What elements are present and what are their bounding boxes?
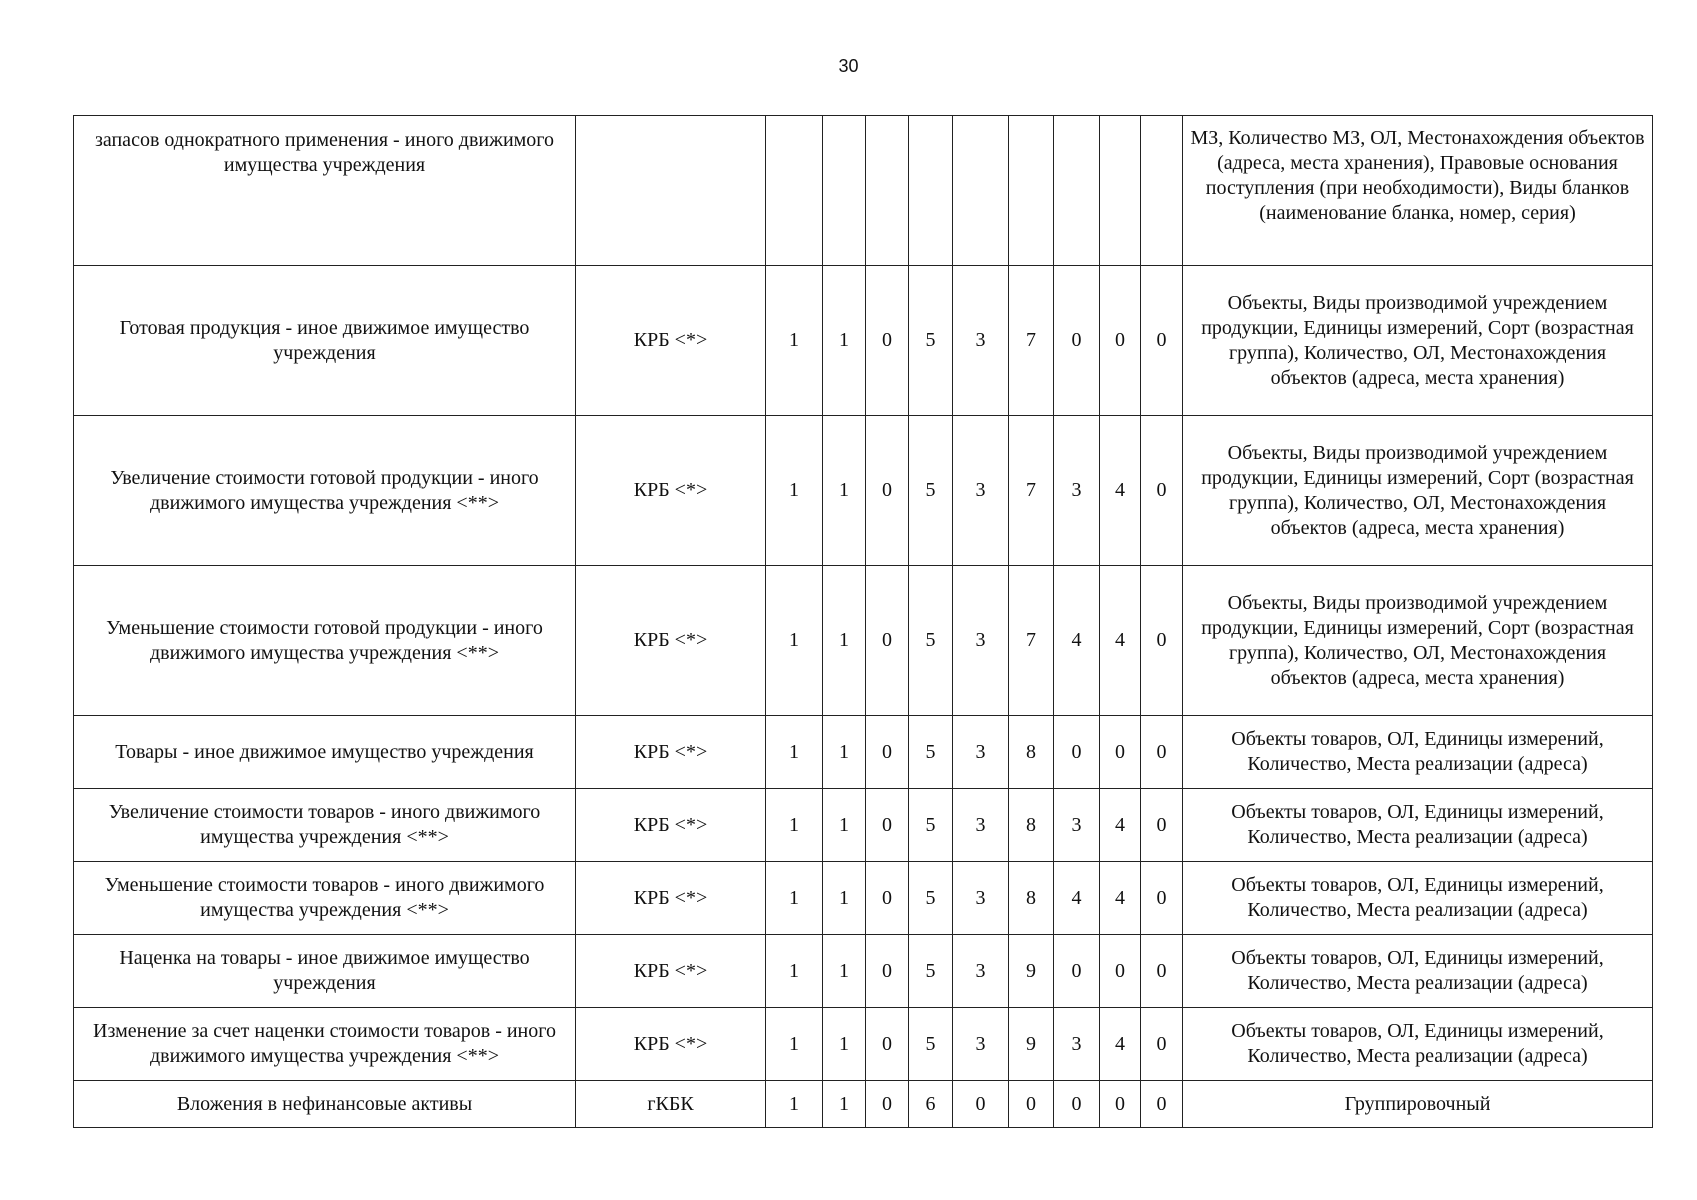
code-digit-cell: 1 — [766, 566, 823, 716]
analytics-description-cell: МЗ, Количество МЗ, ОЛ, Местонахождения объектов (адреса, места хранения), Правовые основания поступления (при необходимости), Виды бланков (наименование бланка, номер, серия) — [1183, 116, 1653, 266]
code-digit-cell: 1 — [823, 716, 866, 789]
code-digit-cell: 0 — [953, 1081, 1009, 1128]
analytics-description-cell: Объекты, Виды производимой учреждением продукции, Единицы измерений, Сорт (возрастная группа), Количество, ОЛ, Местонахождения объектов (адреса, места хранения) — [1183, 266, 1653, 416]
code-digit-cell — [953, 116, 1009, 266]
code-digit-cell: 0 — [1009, 1081, 1054, 1128]
code-digit-cell: 4 — [1100, 789, 1141, 862]
code-digit-cell: 0 — [1100, 935, 1141, 1008]
code-digit-cell: 0 — [866, 716, 909, 789]
code-digit-cell: 3 — [953, 935, 1009, 1008]
code-digit-cell: 0 — [1054, 716, 1100, 789]
code-digit-cell: 3 — [1054, 416, 1100, 566]
code-digit-cell: 6 — [909, 1081, 953, 1128]
code-digit-cell: 0 — [1141, 862, 1183, 935]
table-row — [74, 716, 1653, 789]
code-digit-cell: 5 — [909, 566, 953, 716]
analytics-description-cell: Объекты товаров, ОЛ, Единицы измерений, Количество, Места реализации (адреса) — [1183, 716, 1653, 789]
code-digit-cell: 0 — [1054, 935, 1100, 1008]
code-digit-cell: 3 — [953, 862, 1009, 935]
code-digit-cell: 0 — [1141, 789, 1183, 862]
code-digit-cell: 1 — [766, 716, 823, 789]
code-digit-cell: 0 — [866, 862, 909, 935]
code-digit-cell — [866, 116, 909, 266]
account-type-cell: КРБ <*> — [576, 935, 766, 1008]
table-row — [74, 862, 1653, 935]
code-digit-cell: 4 — [1100, 566, 1141, 716]
table-row — [74, 935, 1653, 1008]
analytics-description-cell: Объекты товаров, ОЛ, Единицы измерений, Количество, Места реализации (адреса) — [1183, 1008, 1653, 1081]
code-digit-cell — [766, 116, 823, 266]
code-digit-cell — [823, 116, 866, 266]
account-name-cell: Уменьшение стоимости готовой продукции - иного движимого имущества учреждения <**> — [74, 566, 576, 716]
table-row — [74, 566, 1653, 716]
code-digit-cell: 0 — [1141, 935, 1183, 1008]
account-name-cell: Наценка на товары - иное движимое имущество учреждения — [74, 935, 576, 1008]
code-digit-cell: 4 — [1054, 566, 1100, 716]
code-digit-cell: 0 — [1100, 1081, 1141, 1128]
account-name-cell: Изменение за счет наценки стоимости товаров - иного движимого имущества учреждения <**> — [74, 1008, 576, 1081]
account-type-cell: КРБ <*> — [576, 416, 766, 566]
code-digit-cell — [1009, 116, 1054, 266]
code-digit-cell: 8 — [1009, 789, 1054, 862]
code-digit-cell: 0 — [866, 1081, 909, 1128]
analytics-description-cell: Объекты товаров, ОЛ, Единицы измерений, Количество, Места реализации (адреса) — [1183, 935, 1653, 1008]
account-type-cell: КРБ <*> — [576, 789, 766, 862]
table-row — [74, 789, 1653, 862]
code-digit-cell: 0 — [1100, 716, 1141, 789]
code-digit-cell: 0 — [866, 416, 909, 566]
code-digit-cell: 0 — [1100, 266, 1141, 416]
code-digit-cell: 1 — [766, 416, 823, 566]
code-digit-cell: 4 — [1100, 1008, 1141, 1081]
table-row — [74, 416, 1653, 566]
code-digit-cell: 5 — [909, 716, 953, 789]
account-name-cell: Увеличение стоимости готовой продукции - иного движимого имущества учреждения <**> — [74, 416, 576, 566]
code-digit-cell: 0 — [1141, 266, 1183, 416]
code-digit-cell: 3 — [1054, 1008, 1100, 1081]
code-digit-cell: 0 — [1141, 566, 1183, 716]
code-digit-cell: 1 — [766, 789, 823, 862]
table-row — [74, 1081, 1653, 1128]
code-digit-cell: 4 — [1100, 416, 1141, 566]
code-digit-cell: 9 — [1009, 1008, 1054, 1081]
code-digit-cell: 5 — [909, 789, 953, 862]
code-digit-cell: 1 — [823, 935, 866, 1008]
account-name-cell: запасов однократного применения - иного движимого имущества учреждения — [74, 116, 576, 266]
account-type-cell: КРБ <*> — [576, 716, 766, 789]
code-digit-cell: 5 — [909, 862, 953, 935]
account-type-cell: КРБ <*> — [576, 1008, 766, 1081]
analytics-description-cell: Объекты, Виды производимой учреждением продукции, Единицы измерений, Сорт (возрастная группа), Количество, ОЛ, Местонахождения объектов (адреса, места хранения) — [1183, 566, 1653, 716]
code-digit-cell: 0 — [1054, 1081, 1100, 1128]
code-digit-cell: 0 — [1141, 1008, 1183, 1081]
table-row — [74, 1008, 1653, 1081]
code-digit-cell: 0 — [1141, 416, 1183, 566]
account-name-cell: Готовая продукция - иное движимое имущество учреждения — [74, 266, 576, 416]
code-digit-cell: 1 — [823, 266, 866, 416]
account-type-cell: КРБ <*> — [576, 566, 766, 716]
code-digit-cell: 1 — [823, 416, 866, 566]
code-digit-cell: 0 — [1141, 1081, 1183, 1128]
code-digit-cell: 0 — [866, 266, 909, 416]
code-digit-cell: 1 — [823, 1008, 866, 1081]
code-digit-cell: 1 — [766, 1008, 823, 1081]
code-digit-cell: 0 — [866, 1008, 909, 1081]
code-digit-cell: 1 — [766, 1081, 823, 1128]
code-digit-cell: 4 — [1054, 862, 1100, 935]
code-digit-cell: 1 — [766, 862, 823, 935]
code-digit-cell: 3 — [1054, 789, 1100, 862]
code-digit-cell: 7 — [1009, 266, 1054, 416]
table-row — [74, 116, 1653, 266]
code-digit-cell: 0 — [866, 935, 909, 1008]
code-digit-cell: 7 — [1009, 566, 1054, 716]
code-digit-cell — [1100, 116, 1141, 266]
account-type-cell: гКБК — [576, 1081, 766, 1128]
code-digit-cell: 0 — [866, 789, 909, 862]
account-name-cell: Товары - иное движимое имущество учреждения — [74, 716, 576, 789]
code-digit-cell: 3 — [953, 716, 1009, 789]
code-digit-cell: 1 — [766, 266, 823, 416]
code-digit-cell: 8 — [1009, 862, 1054, 935]
code-digit-cell: 3 — [953, 566, 1009, 716]
code-digit-cell: 0 — [866, 566, 909, 716]
code-digit-cell: 0 — [1054, 266, 1100, 416]
code-digit-cell: 1 — [823, 862, 866, 935]
code-digit-cell: 1 — [823, 566, 866, 716]
accounts-table — [73, 115, 1653, 1128]
code-digit-cell: 1 — [766, 935, 823, 1008]
code-digit-cell: 3 — [953, 789, 1009, 862]
account-type-cell: КРБ <*> — [576, 862, 766, 935]
code-digit-cell: 3 — [953, 1008, 1009, 1081]
account-type-cell — [576, 116, 766, 266]
code-digit-cell: 1 — [823, 789, 866, 862]
code-digit-cell: 5 — [909, 935, 953, 1008]
account-name-cell: Уменьшение стоимости товаров - иного движимого имущества учреждения <**> — [74, 862, 576, 935]
code-digit-cell: 7 — [1009, 416, 1054, 566]
table-row — [74, 266, 1653, 416]
code-digit-cell: 3 — [953, 266, 1009, 416]
code-digit-cell: 5 — [909, 416, 953, 566]
code-digit-cell — [1054, 116, 1100, 266]
account-name-cell: Вложения в нефинансовые активы — [74, 1081, 576, 1128]
analytics-description-cell: Объекты, Виды производимой учреждением продукции, Единицы измерений, Сорт (возрастная группа), Количество, ОЛ, Местонахождения объектов (адреса, места хранения) — [1183, 416, 1653, 566]
code-digit-cell: 8 — [1009, 716, 1054, 789]
code-digit-cell: 5 — [909, 266, 953, 416]
page-number: 30 — [838, 56, 859, 76]
account-type-cell: КРБ <*> — [576, 266, 766, 416]
code-digit-cell: 0 — [1141, 716, 1183, 789]
code-digit-cell: 4 — [1100, 862, 1141, 935]
analytics-description-cell: Объекты товаров, ОЛ, Единицы измерений, Количество, Места реализации (адреса) — [1183, 862, 1653, 935]
code-digit-cell: 5 — [909, 1008, 953, 1081]
code-digit-cell — [1141, 116, 1183, 266]
code-digit-cell: 3 — [953, 416, 1009, 566]
analytics-description-cell: Объекты товаров, ОЛ, Единицы измерений, Количество, Места реализации (адреса) — [1183, 789, 1653, 862]
code-digit-cell — [909, 116, 953, 266]
code-digit-cell: 1 — [823, 1081, 866, 1128]
code-digit-cell: 9 — [1009, 935, 1054, 1008]
account-name-cell: Увеличение стоимости товаров - иного движимого имущества учреждения <**> — [74, 789, 576, 862]
analytics-description-cell: Группировочный — [1183, 1081, 1653, 1128]
